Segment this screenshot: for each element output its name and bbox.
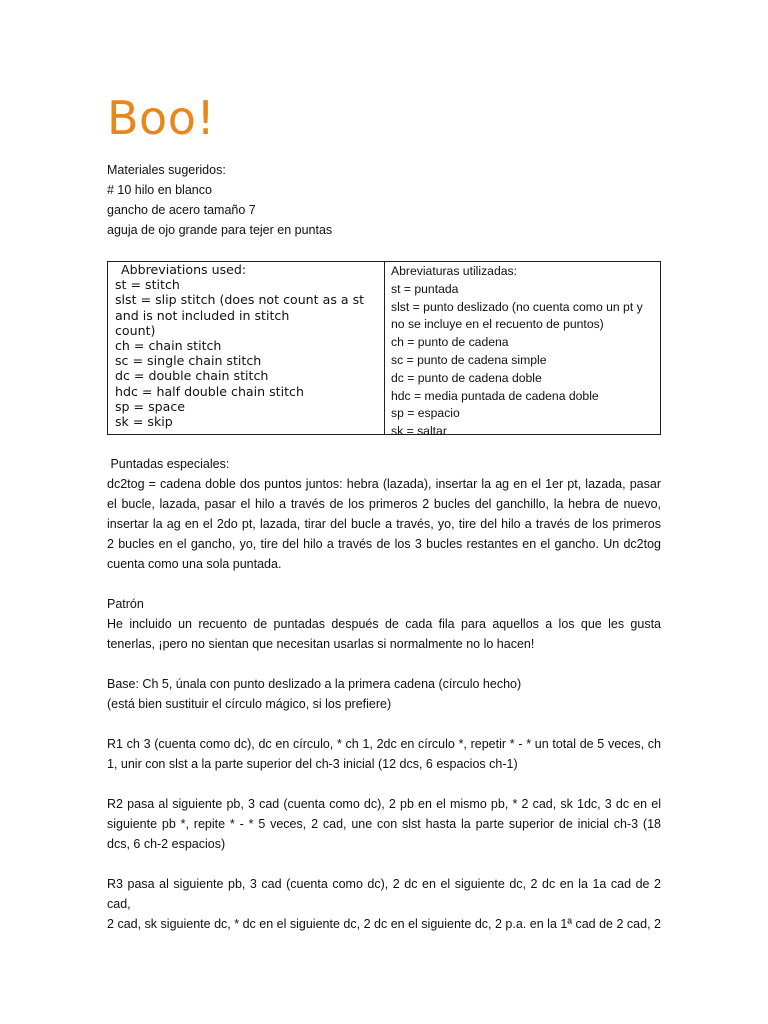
- abbreviation-entry: ch = punto de cadena: [391, 335, 509, 350]
- pattern-section: [107, 594, 661, 654]
- paragraph-line: R3 pasa al siguiente pb, 3 cad (cuenta como dc), 2 dc en el siguiente dc, 2 dc en la 1a cad de 2 cad,: [107, 877, 661, 911]
- paragraph-line: Base: Ch 5, únala con punto deslizado a la primera cadena (círculo hecho): [107, 677, 522, 691]
- abbreviation-entry: sk = skip: [115, 414, 173, 430]
- document-title: Boo!: [107, 91, 216, 145]
- abbreviation-entry: hdc = half double chain stitch: [115, 383, 304, 399]
- abbreviation-entry: sp = space: [115, 398, 186, 414]
- paragraph-line: (está bien sustituir el círculo mágico, si los prefiere): [107, 697, 392, 711]
- round-3-section: [107, 874, 661, 934]
- paragraph-line: dc2tog = cadena doble dos puntos juntos: hebra (lazada), insertar la ag en el 1er pt, lazada, pasar: [107, 477, 661, 491]
- abbreviation-entry: sk = saltar: [391, 424, 447, 439]
- special-stitches-section: [107, 454, 661, 574]
- materials-item: # 10 hilo en blanco: [107, 183, 212, 197]
- abbreviations-spanish-heading: Abreviaturas utilizadas:: [391, 264, 517, 278]
- paragraph-line: 2 cad, sk siguiente dc, * dc en el siguiente dc, 2 dc en el siguiente dc, 2 p.a. en la 1ª cad de 2 cad, 2: [107, 917, 661, 931]
- paragraph-line: insertar la ag en el 2do pt, lazada, tirar del bucle a través, yo, tire del hilo a través de los primeros: [107, 517, 661, 531]
- pattern-heading: Patrón: [107, 597, 144, 611]
- abbreviation-entry: count): [115, 322, 156, 338]
- paragraph-line: el bucle, lazada, pasar el hilo a través de los primeros 2 bucles del ganchillo, la hebra de nuevo,: [107, 497, 661, 511]
- special-stitches-heading: Puntadas especiales:: [107, 457, 230, 471]
- base-section: [107, 674, 661, 714]
- paragraph-line: He incluido un recuento de puntadas después de cada fila para aquellos a los que les gusta: [107, 617, 661, 631]
- abbreviation-entry: dc = punto de cadena doble: [391, 370, 542, 385]
- abbreviation-entry: sc = punto de cadena simple: [391, 352, 547, 367]
- abbreviations-english-column: [108, 262, 385, 434]
- paragraph-line: cuenta como una sola puntada.: [107, 557, 282, 571]
- abbreviation-entry: slst = punto deslizado (no cuenta como un pt y: [391, 299, 643, 314]
- abbreviation-entry: st = puntada: [391, 281, 459, 296]
- abbreviation-entry: dc = double chain stitch: [115, 368, 269, 384]
- materials-section: [107, 160, 332, 240]
- abbreviation-entry: ch = chain stitch: [115, 338, 222, 354]
- materials-heading: Materiales sugeridos:: [107, 163, 226, 177]
- abbreviations-table: [107, 261, 661, 439]
- paragraph-line: 1, unir con slst a la parte superior del ch-3 inicial (12 dcs, 6 espacios ch-1): [107, 757, 518, 771]
- abbreviation-entry: st = stitch: [115, 277, 180, 293]
- abbreviation-entry: hdc = media puntada de cadena doble: [391, 388, 599, 403]
- round-2-section: [107, 794, 661, 854]
- abbreviation-entry: sc = single chain stitch: [115, 353, 262, 369]
- materials-item: aguja de ojo grande para tejer en puntas: [107, 223, 333, 237]
- paragraph-line: tenerlas, ¡pero no sientan que necesitan usarlas si normalmente no lo hacen!: [107, 637, 535, 651]
- abbreviation-entry: slst = slip stitch (does not count as a st: [115, 292, 365, 308]
- round-1-section: [107, 734, 661, 774]
- paragraph-line: 2 bucles en el gancho, yo, tire del hilo a través de los 3 bucles restantes en el gancho. Un dc2tog: [107, 537, 661, 551]
- materials-item: gancho de acero tamaño 7: [107, 203, 256, 217]
- abbreviation-entry: and is not included in stitch: [115, 307, 290, 323]
- paragraph-line: R1 ch 3 (cuenta como dc), dc en círculo, * ch 1, 2dc en círculo *, repetir * - * un total de 5 veces, ch: [107, 737, 661, 751]
- abbreviation-entry: sp = espacio: [391, 406, 460, 421]
- abbreviation-entry: no se incluye en el recuento de puntos): [391, 317, 604, 332]
- abbreviations-english-heading: Abbreviations used:: [121, 262, 247, 277]
- paragraph-line: R2 pasa al siguiente pb, 3 cad (cuenta como dc), 2 pb en el mismo pb, * 2 cad, sk 1dc, 3 dc en el: [107, 797, 661, 811]
- paragraph-line: dcs, 6 ch-2 espacios): [107, 837, 226, 851]
- abbreviations-spanish-column: [385, 262, 660, 439]
- paragraph-line: siguiente pb *, repite * - * 5 veces, 2 cad, une con slst hasta la parte superior de inicial ch-3 (18: [107, 817, 661, 831]
